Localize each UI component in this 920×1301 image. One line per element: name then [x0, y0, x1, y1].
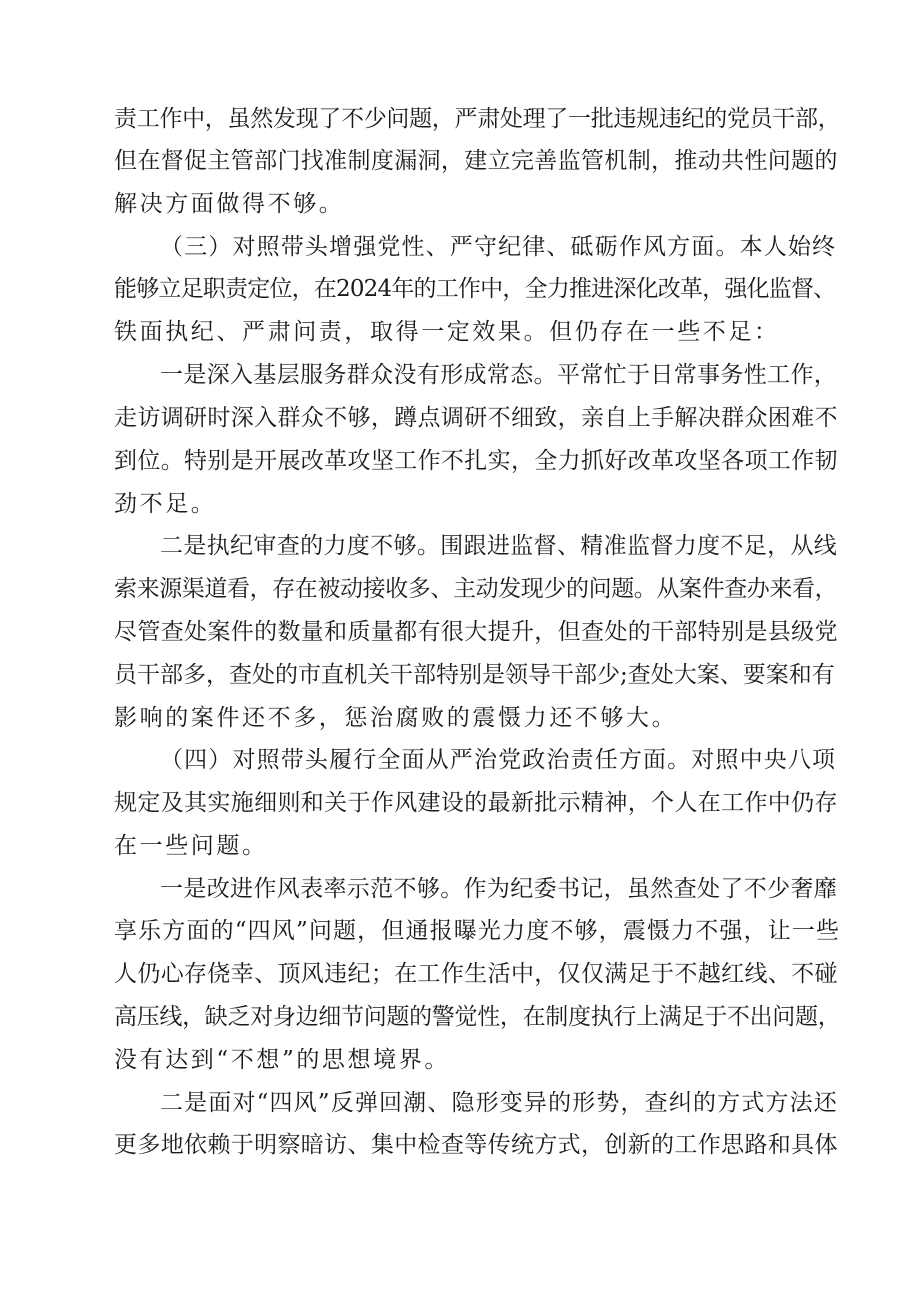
section-heading-4: （四）对照带头履行全面从严治党政治责任方面。对照中央八项 — [160, 747, 837, 773]
text-line: 一是深入基层服务群众没有形成常态。平常忙于日常事务性工作， — [160, 362, 838, 388]
text-line: 没有达到“不想”的思想境界。 — [114, 1047, 450, 1073]
text-line: 能够立足职责定位，在2024年的工作中，全力推进深化改革，强化监督、 — [114, 276, 836, 302]
section-heading-3: （三）对照带头增强党性、严守纪律、砥砺作风方面。本人始终 — [160, 234, 837, 260]
text-line: 员干部多，查处的市直机关干部特别是领导干部少;查处大案、要案和有 — [114, 662, 835, 688]
text-line: 但在督促主管部门找准制度漏洞，建立完善监管机制，推动共性问题的 — [114, 148, 838, 174]
text-line: 一是改进作风表率示范不够。作为纪委书记，虽然查处了不少奢靡 — [160, 876, 838, 902]
text-line: 人仍心存侥幸、顶风违纪；在工作生活中，仅仅满足于不越红线、不碰 — [114, 961, 838, 987]
text-line: 解决方面做得不够。 — [114, 191, 345, 217]
text-line: 更多地依赖于明察暗访、集中检查等传统方式，创新的工作思路和具体 — [114, 1132, 838, 1158]
text-line: 劲不足。 — [114, 491, 217, 517]
text-line: 二是面对“四风”反弹回潮、隐形变异的形势，查纠的方式方法还 — [160, 1090, 838, 1116]
text-line: 索来源渠道看，存在被动接收多、主动发现少的问题。从案件查办来看， — [114, 576, 838, 602]
text-line: 到位。特别是开展改革攻坚工作不扎实，全力抓好改革攻坚各项工作韧 — [114, 448, 838, 474]
text-line: 规定及其实施细则和关于作风建设的最新批示精神，个人在工作中仍存 — [114, 790, 838, 816]
text-line: 尽管查处案件的数量和质量都有很大提升，但查处的干部特别是县级党 — [114, 619, 838, 645]
text-line: 二是执纪审查的力度不够。围跟进监督、精准监督力度不足，从线 — [160, 533, 838, 559]
text-line: 铁面执纪、严肃问责，取得一定效果。但仍存在一些不足： — [114, 319, 780, 345]
text-line: 责工作中，虽然发现了不少问题，严肃处理了一批违规违纪的党员干部， — [114, 106, 841, 132]
text-line: 在一些问题。 — [114, 833, 268, 859]
text-line: 走访调研时深入群众不够，蹲点调研不细致，亲自上手解决群众困难不 — [114, 405, 838, 431]
text-line: 高压线，缺乏对身边细节问题的警觉性，在制度执行上满足于不出问题， — [114, 1004, 841, 1030]
text-line: 享乐方面的“四风”问题，但通报曝光力度不够，震慑力不强，让一些 — [114, 918, 841, 944]
text-line: 影响的案件还不多，惩治腐败的震慑力还不够大。 — [114, 705, 678, 731]
